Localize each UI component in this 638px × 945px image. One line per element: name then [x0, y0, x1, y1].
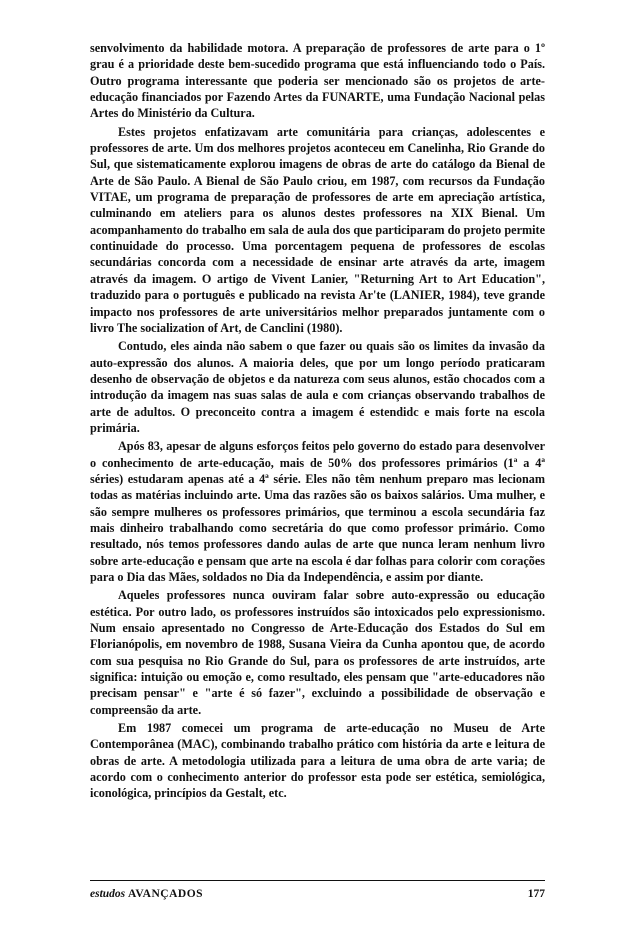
- page-number: 177: [527, 888, 545, 900]
- paragraph-1: senvolvimento da habilidade motora. A preparação de professores de arte para o 1º grau é a prioridade deste bem-sucedido programa que está influenciando todo o País. Outro programa interessante que poderia ser mencionado são os projetos de arte-educação financiados por Fazendo Artes da FUNARTE, uma Fundação Nacional pelas Artes do Ministério da Cultura.: [90, 41, 545, 121]
- paragraph-3: Contudo, eles ainda não sabem o que fazer ou quais são os limites da invasão da auto-expressão dos alunos. A maioria deles, que por um longo período praticaram desenho de observação de objetos e da natureza com seus alunos, estão chocados com a introdução da imagem nas suas salas de aula e com crianças observando trabalhos de arte de adultos. O preconceito contra a imagem é estendidc e mais forte na escola primária.: [90, 339, 545, 435]
- page-footer: [90, 888, 545, 900]
- paragraph-6: Em 1987 comecei um programa de arte-educação no Museu de Arte Contemporânea (MAC), combinando trabalho prático com história da arte e leitura de obras de arte. A metodologia utilizada para a leitura de uma obra de arte varia; de acordo com o conhecimento anterior do professor esta pode ser estética, semiológica, iconológica, princípios da Gestalt, etc.: [90, 721, 545, 801]
- journal-prefix: estudos: [90, 888, 126, 900]
- paragraph-5: Aqueles professores nunca ouviram falar sobre auto-expressão ou educação estética. Por outro lado, os professores instruídos são intoxicados pelo expressionismo. Num ensaio apresentado no Congresso de Arte-Educação dos Estados do Sul em Florianópolis, em novembro de 1988, Susana Vieira da Cunha apontou que, de acordo com sua pesquisa no Rio Grande do Sul, para os professores de arte instruídos, arte significa: intuição ou emoção e, como resultado, eles pensam que "arte-educadores não precisam pensar" e "arte é só fazer", excluindo a possibilidade de observação e compreensão da arte.: [90, 588, 545, 717]
- footer-rule: [90, 880, 545, 881]
- journal-title: [90, 888, 203, 900]
- article-body: [90, 40, 545, 802]
- paragraph-4: Após 83, apesar de alguns esforços feitos pelo governo do estado para desenvolver o conhecimento de arte-educação, mais de 50% dos professores primários (1ª a 4ª séries) estudaram apenas até a 4ª série. Eles não têm nenhum preparo mas lecionam todas as matérias incluindo arte. Uma das razões são os baixos salários. Uma mulher, e são sempre mulheres os professores primários, que terminou a escola secundária faz mais dinheiro trabalhando como secretária do que como professor primário. Como resultado, nós temos professores dando aulas de arte que nunca leram nenhum livro sobre arte-educação e pensam que arte na escola é dar folhas para colorir com corações para o Dia das Mães, soldados no Dia da Independência, e assim por diante.: [90, 439, 545, 584]
- journal-name: AVANÇADOS: [128, 888, 204, 900]
- paragraph-2: Estes projetos enfatizavam arte comunitária para crianças, adolescentes e professores de arte. Um dos melhores projetos aconteceu em Canelinha, Rio Grande do Sul, que sistematicamente explorou imagens de obras de arte do catálogo da Bienal de Arte de São Paulo. A Bienal de São Paulo criou, em 1987, com recursos da Fundação VITAE, um programa de preparação de professores de arte em apreciação artística, culminando em ateliers para os alunos destes professores na XIX Bienal. Um acompanhamento do trabalho em sala de aula dos que participaram do projeto permite continuidade do processo. Uma porcentagem pequena de professores de escolas secundárias concorda com a necessidade de ensinar arte através da arte, imagem através da imagem. O artigo de Vivent Lanier, "Returning Art to Art Education", traduzido para o português e publicado na revista Ar'te (LANIER, 1984), teve grande impacto nos professores de arte universitários melhor preparados juntamente com o livro The socialization of Art, de Canclini (1980).: [90, 124, 545, 335]
